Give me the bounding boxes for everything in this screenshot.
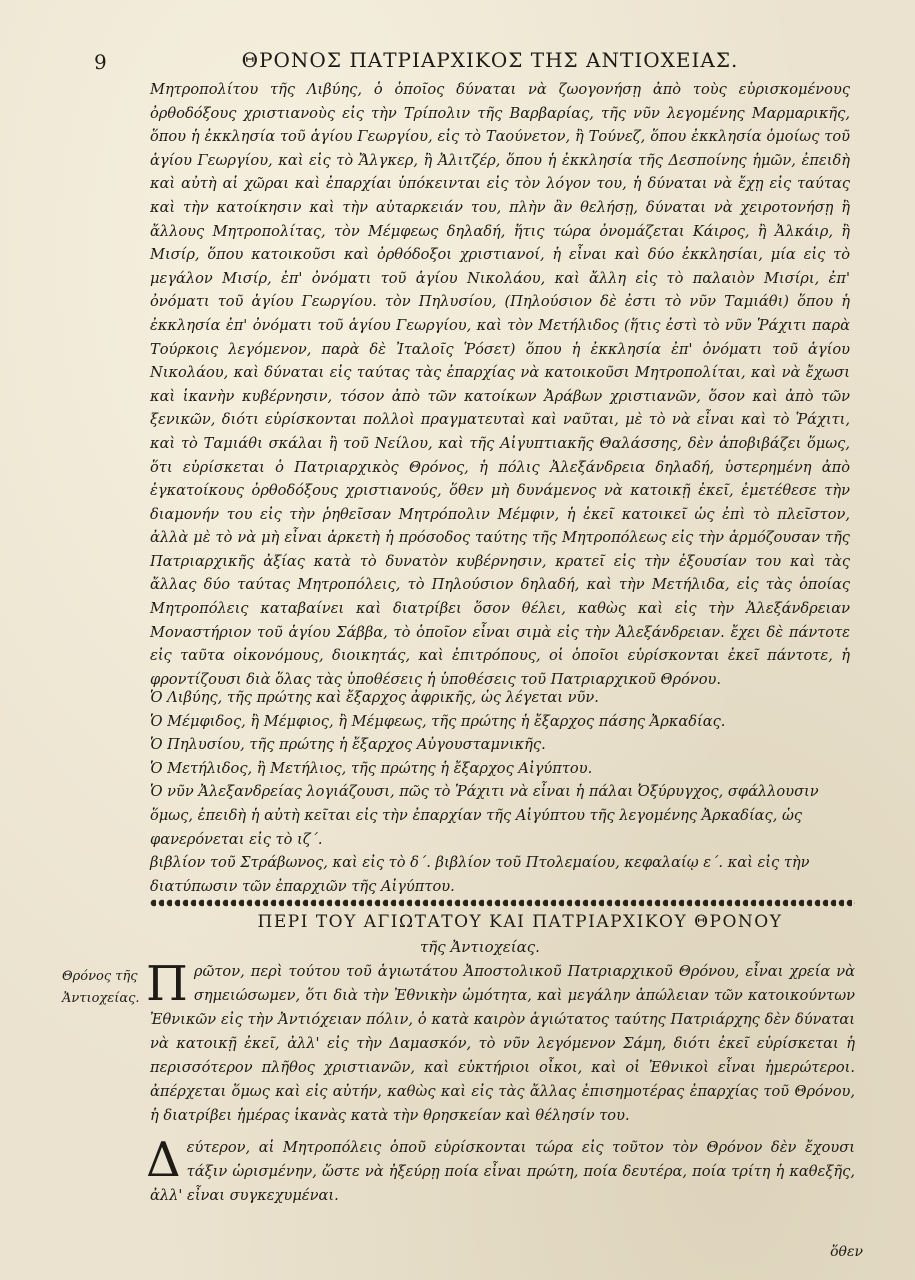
note-paragraph: Ὁ νῦν Ἀλεξανδρείας λογιάζουσι, πῶς τὸ Ῥάχιτι νὰ εἶναι ἡ πάλαι Ὀξύρυγχος, σφάλλουσιν ὅμως, ἐπειδὴ ἡ αὐτὴ κεῖται εἰς τὴν ἐπαρχίαν τῆς Αἰγύπτου τῆς λεγομένης Ἀρκαδίας, ὡς φανερόνεται εἰς τὸ ιζ΄. xyxy=(150,783,819,848)
section-paragraph-1 xyxy=(146,956,855,1128)
list-item: Ὁ Μέμφιδος, ἢ Μέμφιος, ἢ Μέμφεως, τῆς πρώτης ἡ ἔξαρχος πάσης Ἀρκαδίας. xyxy=(150,712,726,730)
paragraph-text: εύτερον, αἱ Μητροπόλεις ὁποῦ εὑρίσκονται τώρα εἰς τοῦτον τὸν Θρόνον δὲν ἔχουσι τάξιν ὡρισμένην, ὥστε νὰ ἠξεύρῃ ποία εἶναι πρώτη, ποία δευτέρα, ποία τρίτη ἡ καθεξῆς, ἀλλ' εἶναι συγκεχυμέναι. xyxy=(150,1139,855,1204)
list-item: Ὁ Μετήλιδος, ἢ Μετήλιος, τῆς πρώτης ἡ ἔξαρχος Αἰγύπτου. xyxy=(150,759,593,777)
section-subtitle: τῆς Ἀντιοχείας. xyxy=(420,938,540,956)
drop-cap: Δ xyxy=(146,1132,181,1188)
main-paragraph: Μητροπολίτου τῆς Λιβύης, ὁ ὁποῖος δύναται νὰ ζωογονήσῃ ἀπὸ τοὺς εὑρισκομένους ὀρθοδόξους χριστιανοὺς εἰς τὴν Τρίπολιν τῆς Βαρβαρίας, τῆς νῦν λεγομένης Μαρμαρικῆς, ὅπου ἡ ἐκκλησία τοῦ ἁγίου Γεωργίου, εἰς τὸ Ταούνετον, ἢ Τούνεζ, ὅπου ἐκκλησία ὁμοίως τοῦ ἁγίου Γεωργίου, καὶ εἰς τὸ Ἄλγκερ, ἢ Ἀλιτζέρ, ὅπου ἡ ἐκκλησία τῆς Δεσποίνης ἡμῶν, ἐπειδὴ καὶ αὐτὴ αἱ χῶραι καὶ ἐπαρχίαι ὑπόκεινται εἰς τὸν λόγον του, ἡ δύναται νὰ ἔχῃ εἰς ταύτας καὶ τὴν κατοίκησιν καὶ τὴν αὐταρκειάν του, πλὴν ἂν θελήσῃ, δύναται νὰ χειροτονήσῃ ἢ ἄλλους Μητροπολίτας, τὸν Μέμφεως δηλαδή, ἥτις τώρα ὀνομάζεται Κάιρος, ἢ Ἀλκάιρ, ἢ Μισίρ, ὅπου κατοικοῦσι καὶ ὀρθόδοξοι χριστιανοί, ἡ εἶναι καὶ δύο ἐκκλησίαι, μία εἰς τὸ μεγάλον Μισίρ, ἐπ' ὀνόματι τοῦ ἁγίου Νικολάου, καὶ ἄλλη εἰς τὸ παλαιὸν Μισίρι, ἐπ' ὀνόματι τοῦ ἁγίου Γεωργίου. τὸν Πηλυσίου, (Πηλούσιον δὲ ἐστι τὸ νῦν Ταμιάθι) ὅπου ἡ ἐκκλησία ἐπ' ὀνόματι τοῦ ἁγίου Γεωργίου, καὶ τὸν Μετήλιδος (ἥτις ἐστὶ τὸ νῦν Ῥάχιτι παρὰ Τούρκοις λεγόμενον, παρὰ δὲ Ἰταλοῖς Ῥόσετ) ὅπου ἡ ἐκκλησία ἐπ' ὀνόματι τοῦ ἁγίου Νικολάου, καὶ δύναται εἰς ταύτας τὰς ἐπαρχίας νὰ κατοικοῦσι Μητροπολίται, καὶ νὰ ἔχωσι καὶ ἱκανὴν κυβέρνησιν, τόσον ἀπὸ τῶν κατοίκων Ἀράβων χριστιανῶν, ὅσον καὶ ἀπὸ τῶν ξενικῶν, διότι εὑρίσκονται πολλοὶ πραγματευταὶ καὶ ναῦται, μὲ τὸ νὰ εἶναι καὶ τὸ Ῥάχιτι, καὶ τὸ Ταμιάθι σκάλαι ἢ τοῦ Νείλου, καὶ τῆς Αἰγυπτιακῆς Θαλάσσης, δὲν ἀποβιβάζει ὅμως, ὅτι εὑρίσκεται ὁ Πατριαρχικὸς Θρόνος, ἡ πόλις Ἀλεξάνδρεια δηλαδή, ὑστερημένη ἀπὸ ἐγκατοίκους ὀρθοδόξους χριστιανούς, ὅθεν μὴ δυνάμενος νὰ κατοικῇ ἐκεῖ, ἐμετέθεσε τὴν διαμονήν του εἰς τὴν ῥηθεῖσαν Μητρόπολιν Μέμφιν, ἡ ἐκεῖ κατοικεῖ ὡς ἐπὶ τὸ πλεῖστον, ἀλλὰ μὲ τὸ νὰ μὴ εἶναι ἀρκετὴ ἡ πρόσοδος ταύτης τῆς Μητροπόλεως εἰς τὴν ἁρμόζουσαν τῆς Πατριαρχικῆς ἀξίας κατὰ τὸ δυνατὸν κυβέρνησιν, κρατεῖ εἰς τὴν ἐξουσίαν του καὶ τὰς ἄλλας δύο ταύτας Μητροπόλεις, τὸ Πηλούσιον δηλαδή, καὶ τὴν Μετήλιδα, εἰς τὰς ὁποίας Μητροπόλεις καταβαίνει καὶ διατρίβει ὅσον θέλει, καθὼς καὶ εἰς τὴν Ἀλεξάνδρειαν Μοναστήριον τοῦ ἁγίου Σάββα, τὸ ὁποῖον εἶναι σιμὰ εἰς τὴν Ἀλεξάνδρειαν. ἔχει δὲ πάντοτε εἰς ταῦτα οἰκονόμους, διοικητάς, καὶ ἐπιτρόπους, οἱ ὁποῖοι εὑρίσκονται ἐκεῖ πάντοτε, ἡ φροντίζουσι διὰ ὅλας τὰς ὑποθέσεις ἡ ὑποθέσεις τοῦ Πατριαρχικοῦ Θρόνου. xyxy=(150,81,850,688)
ornamental-divider xyxy=(150,896,855,910)
section-title: ΠΕΡΙ ΤΟΥ ΑΓΙΩΤΑΤΟΥ ΚΑΙ ΠΑΤΡΙΑΡΧΙΚΟΥ ΘΡΟΝΟΥ xyxy=(257,912,783,932)
section-paragraph-2 xyxy=(146,1132,855,1208)
list-item: Ὁ Πηλυσίου, τῆς πρώτης ἡ ἔξαρχος Αὐγουσταμνικῆς. xyxy=(150,736,546,754)
note-paragraph-continued: βιβλίον τοῦ Στράβωνος, καὶ εἰς τὸ δ΄. βιβλίον τοῦ Πτολεμαίου, κεφαλαίῳ ε΄. καὶ εἰς τὴν διατύπωσιν τῶν ἐπαρχιῶν τῆς Αἰγύπτου. xyxy=(150,854,810,895)
list-item: Ὁ Λιβύης, τῆς πρώτης καὶ ἔξαρχος ἀφρικῆς, ὡς λέγεται νῦν. xyxy=(150,689,599,706)
section-text-block xyxy=(146,956,855,1216)
metropolis-list xyxy=(150,686,850,898)
paragraph-text: ρῶτον, περὶ τούτου τοῦ ἁγιωτάτου Ἀποστολικοῦ Πατριαρχικοῦ Θρόνου, εἶναι χρεία νὰ σημειώσωμεν, ὅτι διὰ τὴν Ἐθνικὴν ὠμότητα, καὶ μεγάλην ἀπώλειαν τῶν κατοικούντων Ἐθνικῶν εἰς τὴν Ἀντιόχειαν πόλιν, ὁ κατὰ καιρὸν ἁγιώτατος ταύτης Πατριάρχης δὲν δύναται νὰ κατοικῇ ἐκεῖ, ἀλλ' εἰς τὴν Δαμασκόν, τὸ νῦν λεγόμενον Σάμη, διότι ἐκεῖ εὑρίσκεται ἡ περισσότερον πλῆθος χριστιανῶν, καὶ εὐκτήριοι οἶκοι, καὶ οἱ Ἐθνικοὶ εἶναι ἡμερώτεροι. ἀπέρχεται ὅμως καὶ εἰς αὐτήν, καθὼς καὶ εἰς τὰς ἄλλας ἐπισημοτέρας ἐπαρχίας τοῦ Θρόνου, ἡ διατρίβει ἡμέρας ἱκανὰς κατὰ τὴν θρησκείαν καὶ θέλησίν του. xyxy=(150,963,855,1124)
folio-number: 9 xyxy=(94,50,107,74)
catchword: ὅθεν xyxy=(830,1244,863,1260)
marginal-note: Θρόνος τῆς Ἀντιοχείας. xyxy=(62,969,140,1006)
running-head: ΘΡΟΝΟΣ ΠΑΤΡΙΑΡΧΙΚΟΣ ΤΗΣ ΑΝΤΙΟΧΕΙΑΣ. xyxy=(241,48,739,72)
drop-cap: Π xyxy=(146,956,188,1012)
main-text-block xyxy=(150,78,850,691)
